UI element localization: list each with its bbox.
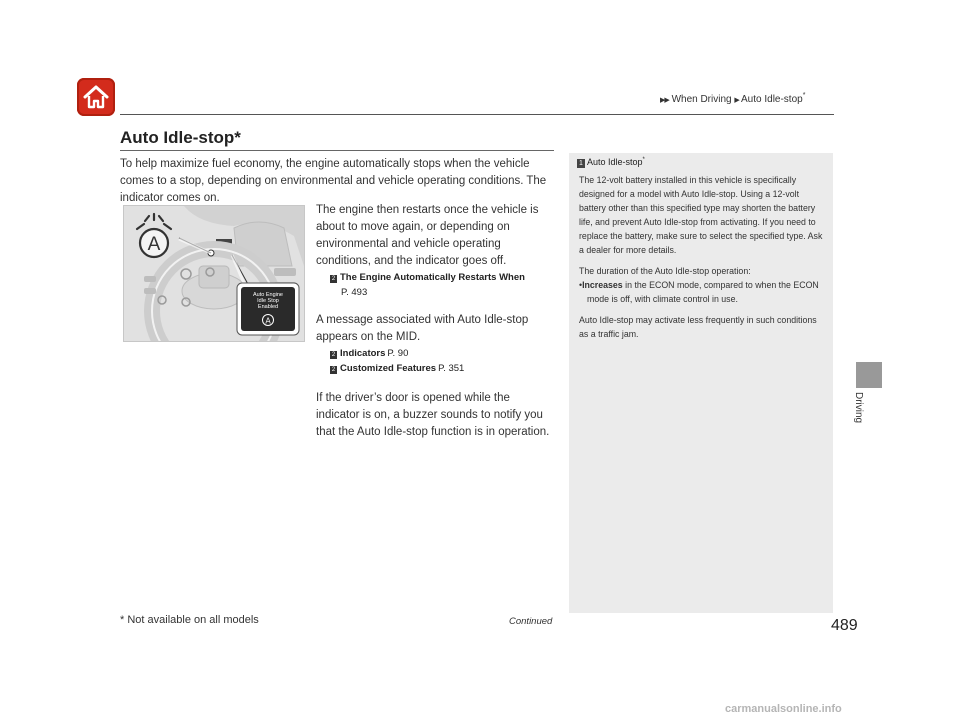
breadcrumb-link-when-driving[interactable]: When Driving bbox=[671, 94, 732, 105]
breadcrumb bbox=[660, 94, 805, 105]
xref-page: P. 90 bbox=[387, 348, 409, 359]
continued-label: Continued bbox=[509, 616, 553, 627]
dashboard-illustration bbox=[123, 205, 305, 342]
xref-indicators[interactable] bbox=[330, 346, 556, 361]
breadcrumb-current: Auto Idle-stop bbox=[741, 94, 803, 105]
sidebar-bullet-text: in the ECON mode, compared to when the ECON mode is off, with climate control in use. bbox=[587, 280, 819, 304]
sidebar-duration-note: The duration of the Auto Idle-stop operation: bbox=[579, 266, 751, 276]
mid-display-line-2: Idle Stop bbox=[257, 298, 279, 304]
section-tab-label: Driving bbox=[853, 392, 864, 424]
page-number: 489 bbox=[831, 617, 858, 634]
sidebar-battery-note: The 12-volt battery installed in this vehicle is specifically designed for a model with Auto Idle-stop. Using a 12-volt battery other than this specified type may shorten the battery life, and prevent Auto Idle-stop from activating. If you need to replace the battery, make sure to select the specified type. Ask a dealer for more details. bbox=[579, 175, 823, 255]
xref-customized-features[interactable] bbox=[330, 361, 556, 376]
bullet-icon: • bbox=[579, 280, 583, 290]
page-title-text: Auto Idle-stop bbox=[120, 128, 235, 147]
notes-sidebar bbox=[569, 153, 833, 613]
xref-arrow-icon: 2 bbox=[331, 367, 336, 373]
mid-message-paragraph: A message associated with Auto Idle-stop appears on the MID. bbox=[316, 314, 529, 343]
mid-display-callout bbox=[237, 283, 299, 335]
footnote: * Not available on all models bbox=[120, 614, 259, 626]
intro-paragraph: To help maximize fuel economy, the engine automatically stops when the vehicle comes to a stop, depending on environmental and vehicle operating conditions. The indicator comes on. bbox=[120, 158, 547, 204]
header-divider bbox=[120, 114, 834, 115]
breadcrumb-arrow-icon: ▶▶ bbox=[660, 97, 669, 104]
sidebar-bullet-bold: Increases bbox=[582, 280, 623, 290]
xref-label: The Engine Automatically Restarts When bbox=[340, 272, 525, 283]
page-title bbox=[120, 128, 241, 148]
breadcrumb-arrow-icon: ▶ bbox=[734, 97, 739, 104]
dashboard-svg bbox=[124, 206, 304, 341]
watermark: carmanualsonline.info bbox=[725, 703, 842, 715]
title-divider bbox=[120, 150, 554, 151]
xref-engine-restarts[interactable] bbox=[330, 270, 556, 300]
sidebar-heading bbox=[577, 157, 645, 168]
sidebar-body bbox=[579, 173, 825, 348]
sidebar-heading-asterisk: * bbox=[642, 157, 645, 163]
mid-display-line-1: Auto Engine bbox=[253, 292, 283, 298]
sidebar-note-number: 1 bbox=[577, 159, 585, 168]
mid-display-line-3: Enabled bbox=[257, 304, 279, 310]
xref-arrow-icon: 2 bbox=[331, 352, 336, 358]
xref-arrow-icon: 2 bbox=[331, 276, 336, 282]
home-icon bbox=[81, 82, 111, 112]
sidebar-heading-text: Auto Idle-stop bbox=[587, 157, 643, 167]
xref-label: Indicators bbox=[340, 348, 386, 359]
xref-page: P. 351 bbox=[438, 363, 465, 374]
page-title-asterisk: * bbox=[234, 128, 241, 147]
restart-section bbox=[316, 202, 556, 300]
restart-paragraph: The engine then restarts once the vehicle is about to move again, or depending on environmental and vehicle operating conditions, and the indicator goes off. bbox=[316, 204, 539, 267]
sidebar-bullet bbox=[579, 278, 825, 306]
section-tab-marker[interactable] bbox=[856, 362, 882, 388]
door-warning-section bbox=[316, 390, 556, 441]
door-warning-paragraph: If the driver’s door is opened while the indicator is on, a buzzer sounds to notify you that the Auto Idle-stop function is in operation. bbox=[316, 392, 550, 438]
home-button[interactable] bbox=[77, 78, 115, 116]
svg-text:A: A bbox=[147, 234, 161, 255]
sidebar-traffic-note: Auto Idle-stop may activate less frequently in such conditions as a traffic jam. bbox=[579, 315, 817, 339]
mid-message-section bbox=[316, 312, 556, 376]
xref-label: Customized Features bbox=[340, 363, 437, 374]
xref-page: P. 493 bbox=[341, 287, 368, 298]
breadcrumb-asterisk: * bbox=[802, 92, 806, 99]
mid-indicator-letter: A bbox=[265, 316, 271, 326]
